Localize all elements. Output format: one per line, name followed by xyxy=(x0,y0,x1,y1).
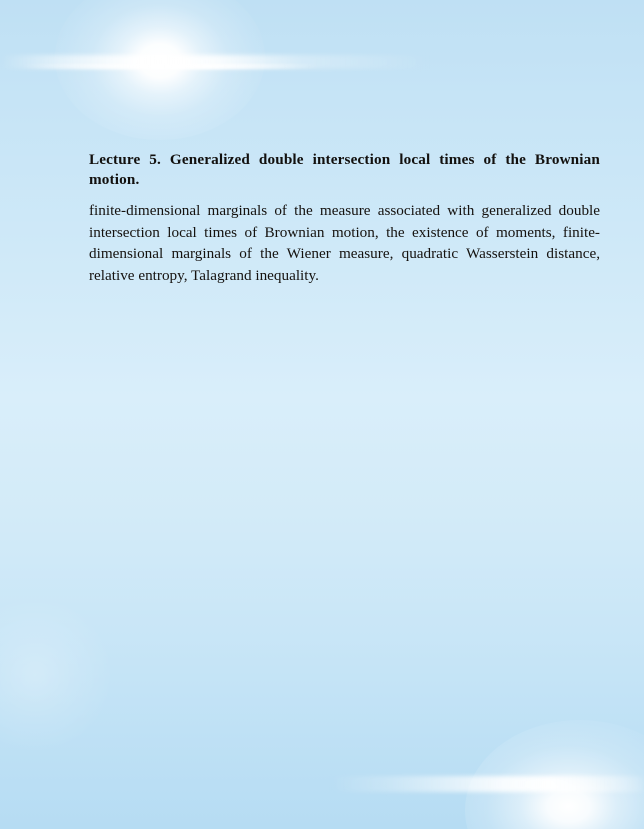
lens-flare-top-streak-inner-icon xyxy=(20,64,320,69)
page-title: Lecture 5. Generalized double intersection local times of the Brownian motion. xyxy=(89,151,600,188)
lens-flare-bottom-icon xyxy=(465,720,644,829)
abstract-paragraph: finite-dimensional marginals of the measure associated with generalized double intersection local times of Brownian motion, the existence of moments, finite-dimensional marginals of the Wiener measure, quadratic Wasserstein distance, relative entropy, Talagrand inequality. xyxy=(89,202,600,284)
document-content xyxy=(89,150,600,286)
lens-flare-bottom-streak-icon xyxy=(330,776,644,792)
lens-flare-top-icon xyxy=(55,0,265,140)
lens-flare-left-faint-icon xyxy=(0,600,110,750)
lens-flare-top-streak-icon xyxy=(0,55,430,69)
